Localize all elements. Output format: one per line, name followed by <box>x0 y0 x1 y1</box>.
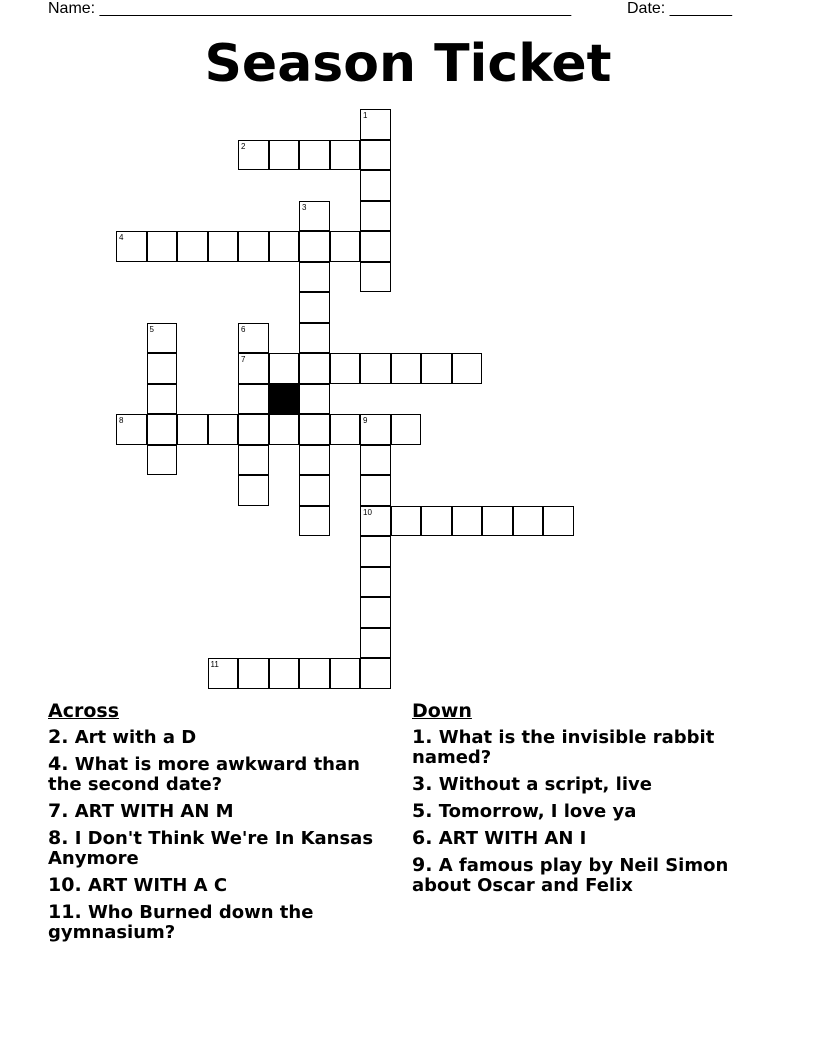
clue-number: 5 <box>149 324 154 334</box>
clue-text: ART WITH AN I <box>432 828 587 849</box>
clue-number: 10. <box>48 874 82 896</box>
grid-cell[interactable] <box>360 109 391 140</box>
grid-cell[interactable] <box>299 384 330 415</box>
grid-cell[interactable] <box>360 231 391 262</box>
grid-cell[interactable] <box>269 140 300 171</box>
across-clue <box>48 801 388 822</box>
grid-cell[interactable] <box>299 231 330 262</box>
grid-cell[interactable] <box>147 445 178 476</box>
grid-cell[interactable] <box>452 353 483 384</box>
across-clue <box>48 727 388 748</box>
grid-cell[interactable] <box>543 506 574 537</box>
puzzle-title: Season Ticket <box>204 34 612 94</box>
grid-cell[interactable] <box>177 231 208 262</box>
clue-number: 9 <box>363 416 368 425</box>
grid-cell[interactable] <box>330 353 361 384</box>
grid-cell[interactable] <box>421 506 452 537</box>
grid-cell[interactable] <box>238 353 269 384</box>
grid-cell[interactable] <box>299 201 330 232</box>
grid-cell[interactable] <box>269 658 300 689</box>
grid-cell[interactable] <box>238 384 269 415</box>
clue-text: What is the invisible rabbit named? <box>412 727 715 768</box>
grid-cell[interactable] <box>238 323 269 354</box>
clue-number: 3 <box>302 202 307 212</box>
down-heading: Down <box>412 700 472 722</box>
name-field-label: Name: _____________________________________________________ <box>48 0 572 17</box>
clue-text: A famous play by Neil Simon about Oscar and Felix <box>412 855 729 896</box>
grid-cell[interactable] <box>299 262 330 293</box>
clue-number: 7 <box>241 355 246 364</box>
grid-cell[interactable] <box>360 445 391 476</box>
grid-cell[interactable] <box>147 231 178 262</box>
clue-number: 10 <box>363 507 372 517</box>
grid-cell[interactable] <box>238 231 269 262</box>
clue-text: I Don't Think We're In Kansas Anymore <box>48 828 374 869</box>
grid-cell[interactable] <box>360 628 391 659</box>
clue-number: 4. <box>48 753 69 775</box>
grid-cell[interactable] <box>360 536 391 567</box>
down-clue <box>412 774 762 795</box>
date-field-label: Date: _______ <box>627 0 732 17</box>
clue-number: 2 <box>241 141 246 151</box>
grid-cell[interactable] <box>208 231 239 262</box>
clue-text: Who Burned down the gymnasium? <box>48 902 314 943</box>
clue-number: 4 <box>119 233 124 242</box>
grid-cell[interactable] <box>238 445 269 476</box>
grid-block <box>269 384 300 415</box>
grid-cell[interactable] <box>360 414 391 445</box>
grid-cell[interactable] <box>299 140 330 171</box>
grid-cell[interactable] <box>452 506 483 537</box>
clue-number: 11. <box>48 901 82 923</box>
grid-cell[interactable] <box>299 323 330 354</box>
clue-text: Without a script, live <box>432 774 652 795</box>
clue-text: Tomorrow, I love ya <box>432 801 637 822</box>
grid-cell[interactable] <box>360 170 391 201</box>
grid-cell[interactable] <box>299 475 330 506</box>
down-clues <box>412 700 762 902</box>
grid-cell[interactable] <box>360 262 391 293</box>
grid-cell[interactable] <box>269 414 300 445</box>
grid-cell[interactable] <box>421 353 452 384</box>
down-clue <box>412 801 762 822</box>
grid-cell[interactable] <box>238 475 269 506</box>
clue-number: 11 <box>210 660 219 669</box>
grid-cell[interactable] <box>208 658 239 689</box>
grid-cell[interactable] <box>269 353 300 384</box>
grid-cell[interactable] <box>391 506 422 537</box>
grid-cell[interactable] <box>299 506 330 537</box>
grid-cell[interactable] <box>147 323 178 354</box>
clue-text: Art with a D <box>68 727 197 748</box>
grid-cell[interactable] <box>391 353 422 384</box>
down-clue <box>412 855 762 896</box>
grid-cell[interactable] <box>360 353 391 384</box>
grid-cell[interactable] <box>299 414 330 445</box>
clue-number: 9. <box>412 854 433 876</box>
grid-cell[interactable] <box>299 353 330 384</box>
across-clue <box>48 828 388 869</box>
grid-cell[interactable] <box>360 597 391 628</box>
clue-number: 3. <box>412 773 433 795</box>
grid-cell[interactable] <box>238 140 269 171</box>
down-clue <box>412 727 762 768</box>
clue-number: 1 <box>363 111 368 120</box>
grid-cell[interactable] <box>482 506 513 537</box>
across-clue <box>48 875 388 896</box>
grid-cell[interactable] <box>208 414 239 445</box>
grid-cell[interactable] <box>360 567 391 598</box>
across-clue <box>48 902 388 943</box>
clue-text: What is more awkward than the second date? <box>48 754 360 795</box>
grid-cell[interactable] <box>330 231 361 262</box>
grid-cell[interactable] <box>269 231 300 262</box>
grid-cell[interactable] <box>360 201 391 232</box>
clue-number: 7. <box>48 800 69 822</box>
across-clues <box>48 700 388 949</box>
grid-cell[interactable] <box>177 414 208 445</box>
grid-cell[interactable] <box>360 475 391 506</box>
clue-number: 6 <box>241 324 246 334</box>
grid-cell[interactable] <box>330 140 361 171</box>
across-heading: Across <box>48 700 120 722</box>
grid-cell[interactable] <box>360 506 391 537</box>
grid-cell[interactable] <box>299 658 330 689</box>
clue-number: 8. <box>48 827 69 849</box>
clue-number: 6. <box>412 827 433 849</box>
grid-cell[interactable] <box>299 292 330 323</box>
grid-cell[interactable] <box>116 414 147 445</box>
grid-cell[interactable] <box>147 353 178 384</box>
grid-cell[interactable] <box>299 445 330 476</box>
grid-cell[interactable] <box>116 231 147 262</box>
down-clue <box>412 828 762 849</box>
grid-cell[interactable] <box>330 414 361 445</box>
grid-cell[interactable] <box>147 414 178 445</box>
grid-cell[interactable] <box>391 414 422 445</box>
grid-cell[interactable] <box>238 658 269 689</box>
clue-text: ART WITH A C <box>81 875 228 896</box>
grid-cell[interactable] <box>147 384 178 415</box>
clue-number: 8 <box>119 416 124 425</box>
clue-number: 5. <box>412 800 433 822</box>
grid-cell[interactable] <box>330 658 361 689</box>
clue-number: 2. <box>48 726 69 748</box>
clue-number: 1. <box>412 726 433 748</box>
across-clue <box>48 754 388 795</box>
clue-text: ART WITH AN M <box>68 801 234 822</box>
grid-cell[interactable] <box>513 506 544 537</box>
grid-cell[interactable] <box>238 414 269 445</box>
grid-cell[interactable] <box>360 658 391 689</box>
grid-cell[interactable] <box>360 140 391 171</box>
